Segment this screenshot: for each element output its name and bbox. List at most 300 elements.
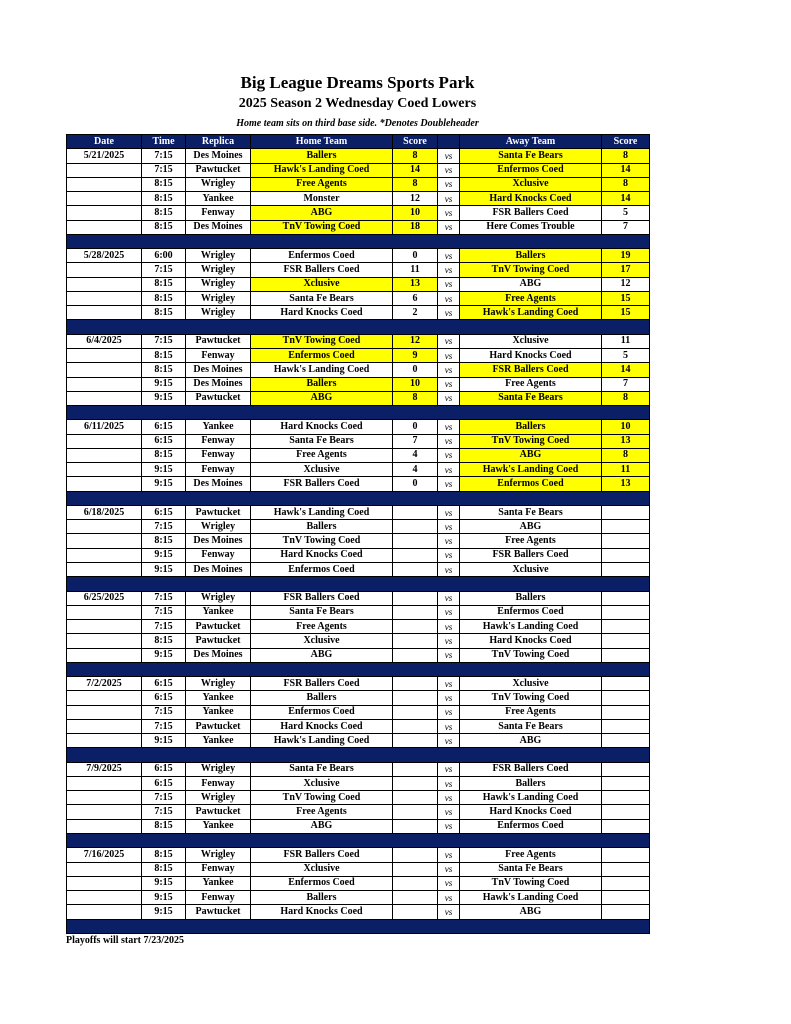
away-team-cell: Hard Knocks Coed bbox=[460, 634, 602, 648]
replica-cell: Wrigley bbox=[186, 249, 251, 263]
home-score-cell: 11 bbox=[393, 263, 438, 277]
home-team-cell: Santa Fe Bears bbox=[251, 605, 393, 619]
home-team-cell: TnV Towing Coed bbox=[251, 220, 393, 234]
away-score-cell bbox=[602, 776, 650, 790]
vs-cell: vs bbox=[438, 591, 460, 605]
replica-cell: Wrigley bbox=[186, 791, 251, 805]
away-team-cell: Hawk's Landing Coed bbox=[460, 791, 602, 805]
home-team-cell: Hard Knocks Coed bbox=[251, 905, 393, 919]
date-cell bbox=[67, 534, 142, 548]
time-cell: 8:15 bbox=[142, 348, 186, 362]
date-cell bbox=[67, 306, 142, 320]
replica-cell: Pawtucket bbox=[186, 391, 251, 405]
table-row bbox=[67, 891, 650, 905]
away-team-cell: Enfermos Coed bbox=[460, 605, 602, 619]
col-header-vs bbox=[438, 135, 460, 149]
away-score-cell: 8 bbox=[602, 177, 650, 191]
home-score-cell: 4 bbox=[393, 463, 438, 477]
home-team-cell: FSR Ballers Coed bbox=[251, 477, 393, 491]
col-header-date: Date bbox=[67, 135, 142, 149]
vs-cell: vs bbox=[438, 377, 460, 391]
home-score-cell: 4 bbox=[393, 448, 438, 462]
replica-cell: Pawtucket bbox=[186, 334, 251, 348]
away-score-cell bbox=[602, 620, 650, 634]
away-score-cell: 12 bbox=[602, 277, 650, 291]
home-score-cell: 0 bbox=[393, 420, 438, 434]
vs-cell: vs bbox=[438, 477, 460, 491]
away-team-cell: Enfermos Coed bbox=[460, 819, 602, 833]
week-separator bbox=[67, 919, 650, 933]
vs-cell: vs bbox=[438, 634, 460, 648]
time-cell: 7:15 bbox=[142, 591, 186, 605]
playoffs-note: Playoffs will start 7/23/2025 bbox=[66, 935, 185, 946]
time-cell: 9:15 bbox=[142, 463, 186, 477]
away-score-cell bbox=[602, 734, 650, 748]
away-score-cell: 11 bbox=[602, 334, 650, 348]
col-header-home-score: Score bbox=[393, 135, 438, 149]
replica-cell: Des Moines bbox=[186, 534, 251, 548]
vs-cell: vs bbox=[438, 391, 460, 405]
replica-cell: Pawtucket bbox=[186, 805, 251, 819]
replica-cell: Wrigley bbox=[186, 291, 251, 305]
date-cell bbox=[67, 363, 142, 377]
vs-cell: vs bbox=[438, 605, 460, 619]
table-row bbox=[67, 448, 650, 462]
away-score-cell: 17 bbox=[602, 263, 650, 277]
away-team-cell: Enfermos Coed bbox=[460, 163, 602, 177]
date-cell bbox=[67, 719, 142, 733]
away-team-cell: Hard Knocks Coed bbox=[460, 348, 602, 362]
vs-cell: vs bbox=[438, 791, 460, 805]
away-team-cell: Ballers bbox=[460, 776, 602, 790]
home-score-cell: 18 bbox=[393, 220, 438, 234]
table-row bbox=[67, 548, 650, 562]
away-team-cell: TnV Towing Coed bbox=[460, 648, 602, 662]
time-cell: 7:15 bbox=[142, 334, 186, 348]
replica-cell: Pawtucket bbox=[186, 163, 251, 177]
away-score-cell bbox=[602, 719, 650, 733]
vs-cell: vs bbox=[438, 334, 460, 348]
away-team-cell: Hawk's Landing Coed bbox=[460, 463, 602, 477]
replica-cell: Yankee bbox=[186, 734, 251, 748]
week-separator-bar bbox=[67, 491, 650, 505]
vs-cell: vs bbox=[438, 306, 460, 320]
home-score-cell bbox=[393, 876, 438, 890]
vs-cell: vs bbox=[438, 277, 460, 291]
vs-cell: vs bbox=[438, 905, 460, 919]
time-cell: 7:15 bbox=[142, 620, 186, 634]
table-row bbox=[67, 791, 650, 805]
away-score-cell: 15 bbox=[602, 306, 650, 320]
vs-cell: vs bbox=[438, 677, 460, 691]
home-score-cell bbox=[393, 548, 438, 562]
week-separator-bar bbox=[67, 834, 650, 848]
away-score-cell: 11 bbox=[602, 463, 650, 477]
home-score-cell: 8 bbox=[393, 149, 438, 163]
table-row bbox=[67, 263, 650, 277]
home-team-cell: FSR Ballers Coed bbox=[251, 677, 393, 691]
col-header-replica: Replica bbox=[186, 135, 251, 149]
table-row bbox=[67, 620, 650, 634]
date-cell bbox=[67, 463, 142, 477]
week-separator bbox=[67, 491, 650, 505]
home-score-cell: 12 bbox=[393, 334, 438, 348]
time-cell: 6:15 bbox=[142, 420, 186, 434]
time-cell: 7:15 bbox=[142, 163, 186, 177]
home-team-cell: Enfermos Coed bbox=[251, 876, 393, 890]
schedule-note: Home team sits on third base side. *Denotes Doubleheader bbox=[236, 118, 479, 129]
time-cell: 8:15 bbox=[142, 177, 186, 191]
away-score-cell bbox=[602, 705, 650, 719]
home-team-cell: Hawk's Landing Coed bbox=[251, 734, 393, 748]
away-score-cell: 14 bbox=[602, 163, 650, 177]
replica-cell: Yankee bbox=[186, 691, 251, 705]
date-cell bbox=[67, 477, 142, 491]
date-cell bbox=[67, 163, 142, 177]
away-team-cell: ABG bbox=[460, 277, 602, 291]
date-cell: 7/16/2025 bbox=[67, 848, 142, 862]
date-cell: 6/25/2025 bbox=[67, 591, 142, 605]
home-score-cell: 0 bbox=[393, 249, 438, 263]
schedule-body bbox=[67, 149, 650, 934]
vs-cell: vs bbox=[438, 192, 460, 206]
away-score-cell: 8 bbox=[602, 391, 650, 405]
replica-cell: Des Moines bbox=[186, 562, 251, 576]
week-separator bbox=[67, 662, 650, 676]
date-cell: 6/11/2025 bbox=[67, 420, 142, 434]
home-team-cell: Enfermos Coed bbox=[251, 348, 393, 362]
away-score-cell bbox=[602, 905, 650, 919]
home-score-cell bbox=[393, 891, 438, 905]
home-team-cell: Hard Knocks Coed bbox=[251, 719, 393, 733]
week-separator-bar bbox=[67, 919, 650, 933]
date-cell: 5/21/2025 bbox=[67, 149, 142, 163]
away-team-cell: Here Comes Trouble bbox=[460, 220, 602, 234]
home-score-cell bbox=[393, 734, 438, 748]
date-cell bbox=[67, 620, 142, 634]
table-row bbox=[67, 719, 650, 733]
week-separator bbox=[67, 834, 650, 848]
table-row bbox=[67, 391, 650, 405]
replica-cell: Wrigley bbox=[186, 677, 251, 691]
replica-cell: Wrigley bbox=[186, 277, 251, 291]
away-team-cell: Free Agents bbox=[460, 848, 602, 862]
away-score-cell bbox=[602, 648, 650, 662]
away-score-cell bbox=[602, 848, 650, 862]
home-score-cell: 10 bbox=[393, 206, 438, 220]
table-row bbox=[67, 691, 650, 705]
date-cell bbox=[67, 177, 142, 191]
home-score-cell: 14 bbox=[393, 163, 438, 177]
table-row bbox=[67, 463, 650, 477]
replica-cell: Wrigley bbox=[186, 591, 251, 605]
date-cell bbox=[67, 348, 142, 362]
table-row bbox=[67, 534, 650, 548]
home-score-cell: 7 bbox=[393, 434, 438, 448]
home-team-cell: ABG bbox=[251, 391, 393, 405]
date-cell bbox=[67, 791, 142, 805]
home-team-cell: FSR Ballers Coed bbox=[251, 591, 393, 605]
away-score-cell bbox=[602, 677, 650, 691]
away-team-cell: FSR Ballers Coed bbox=[460, 363, 602, 377]
table-row bbox=[67, 306, 650, 320]
home-score-cell bbox=[393, 819, 438, 833]
home-team-cell: Ballers bbox=[251, 149, 393, 163]
time-cell: 9:15 bbox=[142, 391, 186, 405]
home-score-cell: 0 bbox=[393, 363, 438, 377]
away-score-cell bbox=[602, 562, 650, 576]
date-cell: 7/9/2025 bbox=[67, 762, 142, 776]
home-team-cell: Xclusive bbox=[251, 862, 393, 876]
home-team-cell: Enfermos Coed bbox=[251, 562, 393, 576]
home-score-cell: 9 bbox=[393, 348, 438, 362]
date-cell bbox=[67, 705, 142, 719]
table-row bbox=[67, 776, 650, 790]
away-score-cell: 14 bbox=[602, 363, 650, 377]
away-team-cell: Free Agents bbox=[460, 705, 602, 719]
replica-cell: Fenway bbox=[186, 891, 251, 905]
replica-cell: Des Moines bbox=[186, 377, 251, 391]
away-team-cell: FSR Ballers Coed bbox=[460, 548, 602, 562]
week-separator bbox=[67, 406, 650, 420]
home-score-cell: 8 bbox=[393, 177, 438, 191]
table-row bbox=[67, 220, 650, 234]
time-cell: 9:15 bbox=[142, 548, 186, 562]
week-separator-bar bbox=[67, 320, 650, 334]
away-team-cell: Ballers bbox=[460, 249, 602, 263]
date-cell bbox=[67, 206, 142, 220]
vs-cell: vs bbox=[438, 348, 460, 362]
time-cell: 8:15 bbox=[142, 192, 186, 206]
week-separator-bar bbox=[67, 748, 650, 762]
date-cell bbox=[67, 434, 142, 448]
home-score-cell: 6 bbox=[393, 291, 438, 305]
home-team-cell: Hard Knocks Coed bbox=[251, 548, 393, 562]
away-team-cell: Hawk's Landing Coed bbox=[460, 891, 602, 905]
vs-cell: vs bbox=[438, 206, 460, 220]
time-cell: 8:15 bbox=[142, 848, 186, 862]
table-row bbox=[67, 277, 650, 291]
time-cell: 7:15 bbox=[142, 805, 186, 819]
vs-cell: vs bbox=[438, 876, 460, 890]
vs-cell: vs bbox=[438, 463, 460, 477]
table-row bbox=[67, 591, 650, 605]
home-team-cell: Free Agents bbox=[251, 620, 393, 634]
home-team-cell: Xclusive bbox=[251, 277, 393, 291]
table-header-row bbox=[67, 135, 650, 149]
table-row bbox=[67, 562, 650, 576]
away-score-cell: 14 bbox=[602, 192, 650, 206]
away-team-cell: Ballers bbox=[460, 420, 602, 434]
replica-cell: Pawtucket bbox=[186, 719, 251, 733]
home-score-cell bbox=[393, 691, 438, 705]
table-row bbox=[67, 149, 650, 163]
away-score-cell bbox=[602, 591, 650, 605]
table-row bbox=[67, 905, 650, 919]
home-score-cell: 12 bbox=[393, 192, 438, 206]
vs-cell: vs bbox=[438, 891, 460, 905]
away-score-cell: 13 bbox=[602, 477, 650, 491]
home-score-cell bbox=[393, 505, 438, 519]
home-team-cell: TnV Towing Coed bbox=[251, 334, 393, 348]
home-score-cell: 2 bbox=[393, 306, 438, 320]
home-score-cell bbox=[393, 634, 438, 648]
home-score-cell bbox=[393, 534, 438, 548]
vs-cell: vs bbox=[438, 177, 460, 191]
vs-cell: vs bbox=[438, 263, 460, 277]
away-score-cell bbox=[602, 762, 650, 776]
time-cell: 9:15 bbox=[142, 876, 186, 890]
time-cell: 8:15 bbox=[142, 306, 186, 320]
date-cell bbox=[67, 862, 142, 876]
replica-cell: Pawtucket bbox=[186, 620, 251, 634]
vs-cell: vs bbox=[438, 648, 460, 662]
time-cell: 7:15 bbox=[142, 705, 186, 719]
away-score-cell bbox=[602, 691, 650, 705]
vs-cell: vs bbox=[438, 848, 460, 862]
vs-cell: vs bbox=[438, 776, 460, 790]
away-team-cell: Santa Fe Bears bbox=[460, 505, 602, 519]
vs-cell: vs bbox=[438, 691, 460, 705]
home-team-cell: Free Agents bbox=[251, 177, 393, 191]
replica-cell: Fenway bbox=[186, 448, 251, 462]
table-row bbox=[67, 677, 650, 691]
away-team-cell: TnV Towing Coed bbox=[460, 434, 602, 448]
table-row bbox=[67, 762, 650, 776]
vs-cell: vs bbox=[438, 805, 460, 819]
away-team-cell: Free Agents bbox=[460, 534, 602, 548]
replica-cell: Des Moines bbox=[186, 363, 251, 377]
home-team-cell: Xclusive bbox=[251, 776, 393, 790]
replica-cell: Yankee bbox=[186, 819, 251, 833]
time-cell: 9:15 bbox=[142, 377, 186, 391]
vs-cell: vs bbox=[438, 249, 460, 263]
home-team-cell: Hawk's Landing Coed bbox=[251, 363, 393, 377]
table-row bbox=[67, 477, 650, 491]
away-score-cell bbox=[602, 805, 650, 819]
away-score-cell: 7 bbox=[602, 220, 650, 234]
away-score-cell: 5 bbox=[602, 206, 650, 220]
away-score-cell bbox=[602, 505, 650, 519]
vs-cell: vs bbox=[438, 291, 460, 305]
home-team-cell: Hawk's Landing Coed bbox=[251, 505, 393, 519]
vs-cell: vs bbox=[438, 534, 460, 548]
away-team-cell: Hawk's Landing Coed bbox=[460, 306, 602, 320]
time-cell: 6:15 bbox=[142, 505, 186, 519]
home-score-cell bbox=[393, 805, 438, 819]
home-score-cell bbox=[393, 605, 438, 619]
time-cell: 7:15 bbox=[142, 520, 186, 534]
col-header-away-team: Away Team bbox=[460, 135, 602, 149]
away-team-cell: Free Agents bbox=[460, 291, 602, 305]
vs-cell: vs bbox=[438, 448, 460, 462]
home-score-cell: 0 bbox=[393, 477, 438, 491]
vs-cell: vs bbox=[438, 620, 460, 634]
away-team-cell: Free Agents bbox=[460, 377, 602, 391]
away-score-cell bbox=[602, 634, 650, 648]
date-cell bbox=[67, 648, 142, 662]
replica-cell: Fenway bbox=[186, 862, 251, 876]
replica-cell: Fenway bbox=[186, 776, 251, 790]
home-team-cell: Hard Knocks Coed bbox=[251, 420, 393, 434]
time-cell: 8:15 bbox=[142, 363, 186, 377]
date-cell bbox=[67, 776, 142, 790]
vs-cell: vs bbox=[438, 762, 460, 776]
vs-cell: vs bbox=[438, 862, 460, 876]
table-row bbox=[67, 291, 650, 305]
table-row bbox=[67, 192, 650, 206]
week-separator-bar bbox=[67, 234, 650, 248]
home-score-cell bbox=[393, 620, 438, 634]
date-cell bbox=[67, 263, 142, 277]
away-score-cell: 5 bbox=[602, 348, 650, 362]
date-cell bbox=[67, 562, 142, 576]
home-score-cell: 8 bbox=[393, 391, 438, 405]
schedule-table bbox=[66, 134, 650, 934]
home-team-cell: Enfermos Coed bbox=[251, 705, 393, 719]
table-row bbox=[67, 505, 650, 519]
time-cell: 8:15 bbox=[142, 277, 186, 291]
table-row bbox=[67, 334, 650, 348]
table-row bbox=[67, 805, 650, 819]
away-score-cell: 7 bbox=[602, 377, 650, 391]
time-cell: 8:15 bbox=[142, 448, 186, 462]
away-team-cell: TnV Towing Coed bbox=[460, 876, 602, 890]
home-team-cell: TnV Towing Coed bbox=[251, 534, 393, 548]
replica-cell: Yankee bbox=[186, 605, 251, 619]
table-row bbox=[67, 348, 650, 362]
away-team-cell: Hard Knocks Coed bbox=[460, 805, 602, 819]
date-cell bbox=[67, 548, 142, 562]
col-header-home-team: Home Team bbox=[251, 135, 393, 149]
home-score-cell bbox=[393, 862, 438, 876]
away-score-cell: 10 bbox=[602, 420, 650, 434]
vs-cell: vs bbox=[438, 819, 460, 833]
date-cell bbox=[67, 605, 142, 619]
date-cell bbox=[67, 291, 142, 305]
replica-cell: Wrigley bbox=[186, 520, 251, 534]
away-team-cell: Hawk's Landing Coed bbox=[460, 620, 602, 634]
away-score-cell: 8 bbox=[602, 448, 650, 462]
home-team-cell: ABG bbox=[251, 206, 393, 220]
week-separator-bar bbox=[67, 406, 650, 420]
vs-cell: vs bbox=[438, 163, 460, 177]
home-team-cell: Ballers bbox=[251, 691, 393, 705]
table-row bbox=[67, 876, 650, 890]
home-score-cell bbox=[393, 848, 438, 862]
date-cell bbox=[67, 391, 142, 405]
time-cell: 6:15 bbox=[142, 691, 186, 705]
replica-cell: Fenway bbox=[186, 206, 251, 220]
vs-cell: vs bbox=[438, 363, 460, 377]
home-score-cell bbox=[393, 762, 438, 776]
date-cell bbox=[67, 220, 142, 234]
away-team-cell: Hard Knocks Coed bbox=[460, 192, 602, 206]
table-row bbox=[67, 163, 650, 177]
date-cell bbox=[67, 805, 142, 819]
replica-cell: Wrigley bbox=[186, 263, 251, 277]
replica-cell: Des Moines bbox=[186, 477, 251, 491]
vs-cell: vs bbox=[438, 562, 460, 576]
home-team-cell: ABG bbox=[251, 648, 393, 662]
table-row bbox=[67, 605, 650, 619]
date-cell bbox=[67, 876, 142, 890]
home-team-cell: Santa Fe Bears bbox=[251, 762, 393, 776]
date-cell: 7/2/2025 bbox=[67, 677, 142, 691]
replica-cell: Des Moines bbox=[186, 220, 251, 234]
week-separator bbox=[67, 234, 650, 248]
time-cell: 9:15 bbox=[142, 648, 186, 662]
